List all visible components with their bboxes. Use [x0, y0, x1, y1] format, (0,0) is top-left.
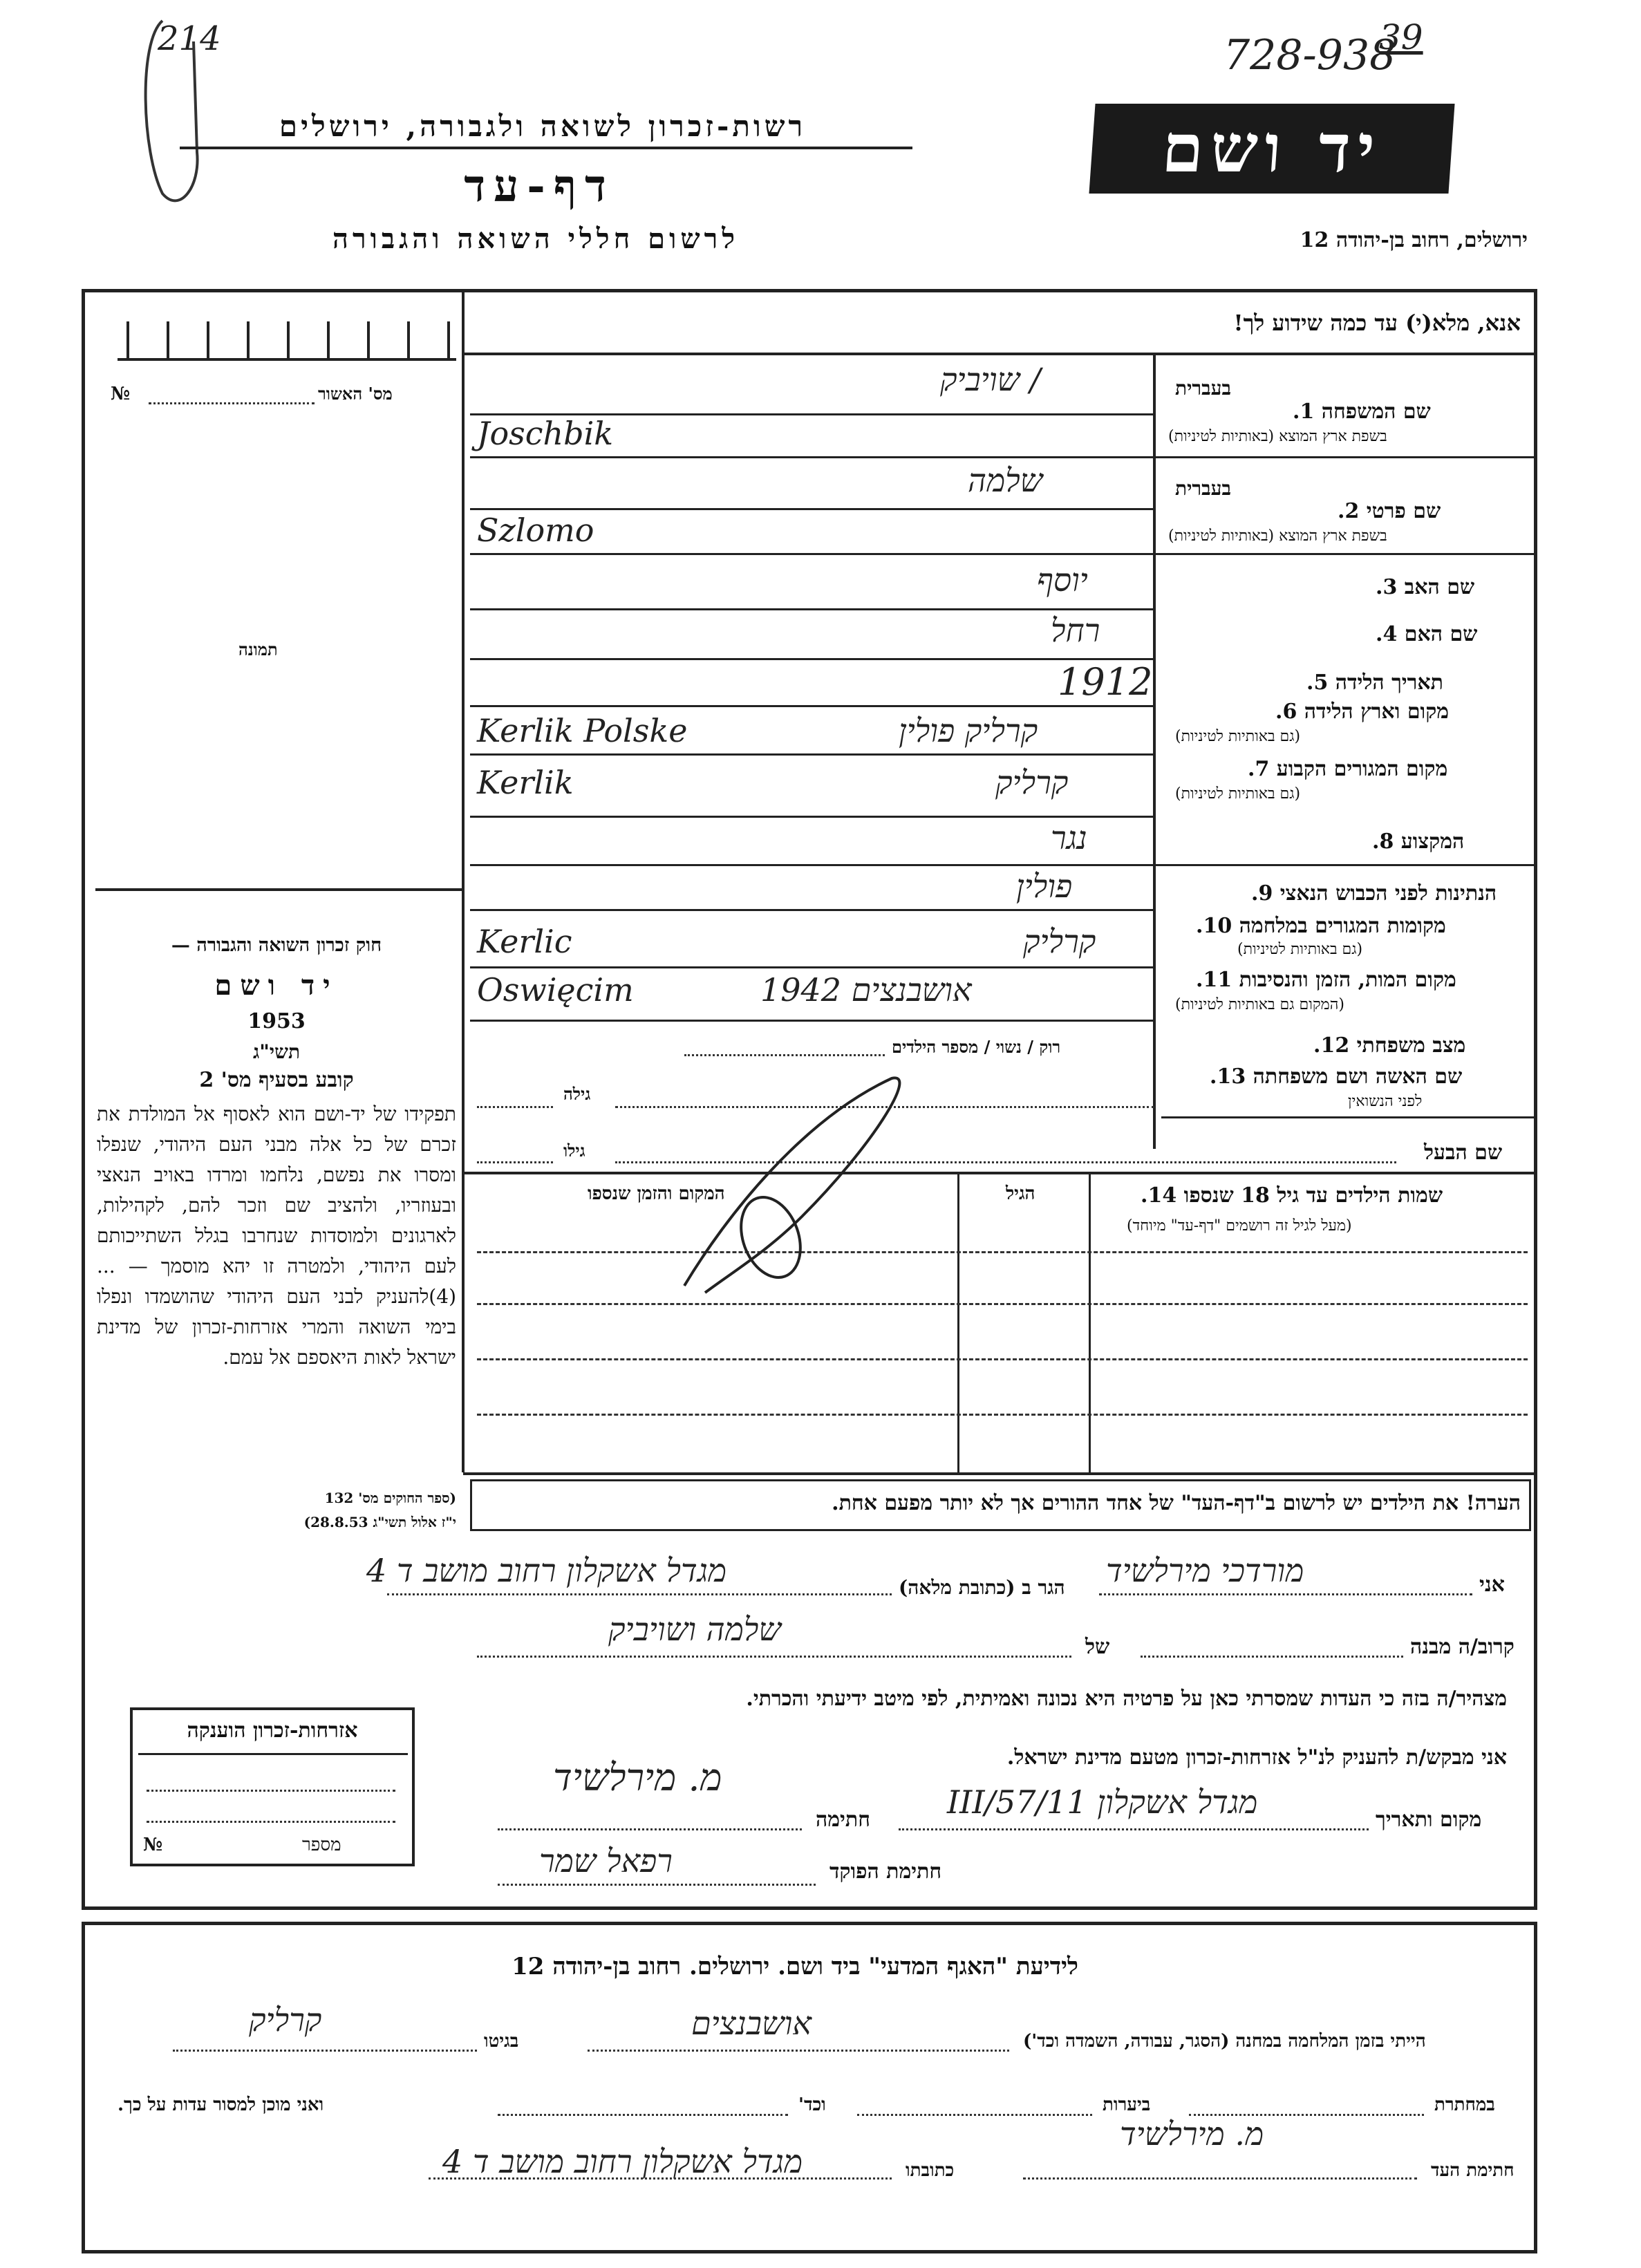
death-place-hebrew[interactable]: אושבנצים 1942: [760, 971, 972, 1009]
camp-value[interactable]: אושבנצים: [691, 2005, 812, 2042]
birth-place-latin[interactable]: Kerlik Polske: [477, 712, 688, 749]
ghetto-label: בגיטו: [484, 2031, 519, 2052]
marital-status-field[interactable]: [684, 1054, 885, 1056]
residing-value[interactable]: מגדל אשקלון רחוב מושב ד 4: [366, 1552, 727, 1589]
photo-bottom-line: [95, 888, 462, 891]
row-14-top: [463, 1172, 1536, 1174]
officer-value[interactable]: רפאל שמר: [539, 1842, 673, 1880]
father-name-value[interactable]: יוסף: [1037, 561, 1088, 599]
in-hebrew-label-2: בעברית: [1175, 477, 1232, 500]
ghetto-value[interactable]: קרליק: [249, 2001, 322, 2039]
declarant-name-line: [1099, 1593, 1472, 1595]
law-title: חוק זכרון השואה והגבורה —: [171, 935, 382, 956]
wife-age-label: גילה: [563, 1084, 591, 1104]
wife-name-label: שם האשה ושם משפחתה 13.: [1210, 1065, 1463, 1089]
death-place-label: מקום המות, הזמן והנסיבות 11.: [1196, 968, 1456, 992]
law-clause: קובע בסעיף מס' 2: [199, 1068, 354, 1092]
first-name-hebrew[interactable]: שלמה: [968, 462, 1043, 499]
children-bottom: [463, 1472, 1536, 1475]
marital-status-label: מצב משפחתי 12.: [1313, 1033, 1466, 1058]
corner-note: 214: [158, 19, 221, 58]
etc-line[interactable]: [498, 2114, 788, 2116]
signature-value[interactable]: מ. מירלשיד: [553, 1756, 722, 1799]
law-name: יד ושם: [214, 969, 339, 1002]
tick-row: [118, 315, 456, 363]
address-value[interactable]: מגדל אשקלון רחוב מושב ד 4: [442, 2143, 803, 2180]
row-1-bottom: [470, 456, 1535, 458]
authority-underline: [180, 147, 912, 149]
logo: [1089, 104, 1454, 194]
address-line: [429, 2177, 892, 2180]
forests-line[interactable]: [857, 2114, 1092, 2116]
citizenship-box-title: אזרחות-זכרון הוענקה: [187, 1718, 358, 1743]
children-row-4[interactable]: [477, 1414, 1528, 1416]
citizenship-no: №: [143, 1835, 163, 1855]
address-label: כתובתו: [906, 2160, 955, 2181]
certificate-no-field[interactable]: [149, 402, 315, 404]
first-name-latin[interactable]: Szlomo: [477, 512, 594, 549]
left-panel-divider: [462, 290, 465, 1472]
form-title: דף-עד: [464, 160, 615, 212]
witness-sig-value[interactable]: מ. מירלשיד: [1120, 2115, 1264, 2153]
children-col-place: המקום והזמן שנספו: [588, 1183, 725, 1204]
children-label: שמות הילדים עד גיל 18 שנספו 14.: [1141, 1183, 1443, 1208]
witness-sig-line: [1023, 2177, 1417, 2180]
officer-line: [498, 1884, 816, 1886]
camp-line: [588, 2050, 1009, 2052]
labels-column-divider: [1153, 354, 1156, 1149]
first-name-sublabel: בשפת ארץ המוצא (באותיות לטיניות): [1168, 527, 1387, 545]
place-date-line: [899, 1828, 1369, 1830]
death-place-latin[interactable]: Oswięcim: [477, 971, 634, 1009]
row-9-bottom: [470, 909, 1154, 911]
row-2-mid: [470, 508, 1154, 510]
authority-title: רשות-זכרון לשואה ולגבורה, ירושלים: [279, 109, 807, 143]
law-ref-2: י"ז אלול תשי"ג 28.8.53): [303, 1514, 456, 1530]
law-year: 1953: [247, 1009, 306, 1033]
declarant-prefix: אני: [1479, 1573, 1505, 1597]
signature-label: חתימה: [816, 1808, 870, 1832]
children-col-divider-2: [957, 1173, 959, 1474]
birth-date-value[interactable]: 1912: [1058, 660, 1153, 704]
request-text: אני מבקש/ת להעניק לנ"ל אזרחות-זכרון מטעם מדינת ישראל.: [1006, 1745, 1507, 1770]
intro-underline: [463, 353, 1536, 355]
family-name-latin[interactable]: Joschbik: [477, 415, 614, 452]
form-subtitle: לרשום חללי השואה והגבורה: [332, 223, 740, 255]
row-4-bottom: [470, 658, 1154, 660]
officer-label: חתימת הפוקד: [829, 1859, 942, 1884]
of-line: [477, 1656, 1071, 1658]
forests-label: ביערות: [1103, 2094, 1151, 2115]
war-residence-label: מקומות המגורים במלחמה 10.: [1196, 914, 1446, 938]
row-7-bottom: [470, 816, 1154, 818]
profession-value[interactable]: נגר: [1051, 819, 1087, 856]
photo-label: תמונה: [238, 639, 278, 659]
war-residence-sublabel: (גם באותיות לטיניות): [1237, 941, 1363, 958]
children-col-divider-1: [1089, 1173, 1091, 1474]
citizenship-label: הנתינות לפני הכבוש הנאצי 9.: [1251, 881, 1497, 906]
reference-suffix: 39: [1379, 17, 1423, 57]
birth-place-label: מקום וארץ הלידה 6.: [1275, 700, 1450, 724]
ghetto-line: [173, 2050, 477, 2052]
header-address: ירושלים, רחוב בן-יהודה 12: [1300, 228, 1528, 252]
row-13-bottom: [1161, 1116, 1535, 1118]
law-year-heb: תשי"ג: [252, 1040, 301, 1063]
father-name-label: שם האב 3.: [1376, 575, 1475, 599]
children-row-3[interactable]: [477, 1358, 1528, 1360]
birth-place-hebrew[interactable]: קרליק פולין: [899, 712, 1038, 749]
citizenship-number-label: מספר: [302, 1835, 341, 1855]
law-ref-1: (ספר החוקים מס' 132: [324, 1490, 456, 1506]
mother-name-value[interactable]: רחל: [1051, 612, 1100, 649]
marital-status-options: רוק / נשוי / מספר הילדים: [892, 1037, 1061, 1057]
husband-age-label: גילו: [563, 1141, 585, 1161]
husband-name-label: שם הבעל: [1424, 1141, 1503, 1165]
underground-label: במחתרת: [1434, 2094, 1495, 2115]
family-name-hebrew[interactable]: / שויביק: [940, 361, 1041, 398]
children-row-1[interactable]: [477, 1251, 1528, 1253]
signature-line: [498, 1828, 802, 1830]
relative-label: קרוב/ה מבנה: [1410, 1635, 1515, 1659]
place-date-value[interactable]: מגדל אשקלון 11/III/57: [947, 1783, 1258, 1821]
family-name-label: שם המשפחה 1.: [1293, 400, 1431, 424]
residence-latin[interactable]: Kerlik: [477, 764, 574, 801]
ready-label: ואני מוכן למסור עדות על כך.: [118, 2094, 324, 2115]
witness-sig-label: חתימת העד: [1431, 2160, 1515, 2181]
row-2-bottom: [470, 553, 1535, 555]
children-sublabel: (מעל לגיל זה רושמים "דף-עד" מיוחד): [1127, 1217, 1352, 1235]
death-place-sublabel: (המקום גם באותיות לטיניות): [1175, 996, 1344, 1013]
row-11-bottom: [470, 1020, 1154, 1022]
wife-age-field[interactable]: [477, 1106, 553, 1108]
citizenship-value[interactable]: פולין: [1016, 868, 1073, 905]
etc-label: וכד': [798, 2094, 826, 2115]
place-date-label: מקום ותאריך: [1376, 1808, 1482, 1832]
citizenship-box-rule: [138, 1753, 408, 1755]
certificate-no-label: מס' האשור: [318, 384, 393, 404]
of-label: של: [1085, 1635, 1110, 1659]
profession-label: המקצוע 8.: [1372, 830, 1465, 854]
family-name-sublabel: בשפת ארץ המוצא (באותיות לטיניות): [1168, 428, 1387, 445]
row-8-bottom: [470, 864, 1535, 866]
camp-label: הייתי בזמן המלחמה במחנה (הסגר, עבודה, השמדה וכד'): [1023, 2031, 1426, 2052]
certificate-no-suffix: №: [111, 384, 131, 404]
citizenship-line-1[interactable]: [147, 1790, 395, 1792]
logo-text: יד ושם: [1159, 109, 1385, 187]
children-row-2[interactable]: [477, 1303, 1528, 1305]
wife-name-sublabel: לפני הנשואין: [1348, 1093, 1423, 1110]
note-text: הערה! את הילדים יש לרשום ב"דף-העד" של אחד ההורים אך לא יותר מפעם אחת.: [832, 1491, 1521, 1515]
citizenship-line-2[interactable]: [147, 1821, 395, 1823]
war-residence-hebrew[interactable]: קרליק: [1023, 923, 1096, 960]
residence-label: מקום המגורים הקבוע 7.: [1248, 757, 1448, 781]
birth-date-label: תאריך הלידה 5.: [1306, 671, 1443, 695]
row-5-bottom: [470, 705, 1154, 707]
first-name-label: שם פרטי 2.: [1338, 499, 1441, 523]
of-value[interactable]: שלמה ושויביק: [608, 1611, 781, 1648]
declaration-text: מצהיר/ה בזה כי העדות שמסרתי כאן על פרטיה היא נכונה ואמיתית, לפי מיטב ידיעתי והכרתי.: [746, 1687, 1507, 1711]
birth-place-sublabel: (גם באותיות לטיניות): [1175, 728, 1301, 745]
footer-title: לידיעת "האגף המדעי" ביד ושם. ירושלים. רחוב בן-יהודה 12: [512, 1953, 1078, 1980]
husband-age-field[interactable]: [477, 1161, 553, 1163]
reference-number: 728-938: [1223, 31, 1396, 79]
law-text: תפקידו של יד-ושם הוא לאסוף אל המולדת את זכרם של כל אלה מבני העם היהודי, שנפלו ומסרו את נפשם, נלחמו ומרדו באויב הנאצי ובעוזריו, ולהציב שם וזכר להם, לקהילות, לארגונים ולמוסדות שנחרבו בגלל השתייכותם לעם היהודי, ולמטרה זו יהא מוסמך — ...(4)להעניק לבני העם היהודי שהושמדו ונפלו בימי השואה והמרי אזרחות-זכרון של מדינת ישראל לאות היאספם אל עמם.: [97, 1103, 456, 1369]
row-10-bottom: [470, 966, 1154, 968]
relative-line: [1141, 1656, 1403, 1658]
children-col-age: הגיל: [1006, 1183, 1035, 1204]
citizenship-box: [130, 1707, 415, 1866]
form-intro: אנא, מלא(י) עד כמה שידוע לך!: [1233, 310, 1521, 336]
mother-name-label: שם האם 4.: [1376, 622, 1478, 646]
residence-sublabel: (גם באותיות לטיניות): [1175, 785, 1301, 803]
war-residence-latin[interactable]: Kerlic: [477, 923, 572, 960]
in-hebrew-label-1: בעברית: [1175, 377, 1232, 400]
declarant-name[interactable]: מורדכי מירלשיד: [1106, 1552, 1304, 1589]
residing-line: [387, 1593, 892, 1595]
residence-hebrew[interactable]: קרליק: [995, 764, 1069, 801]
row-3-bottom: [470, 608, 1154, 610]
row-6-bottom: [470, 753, 1154, 756]
residing-label: הגר ב (כתובת מלאה): [899, 1576, 1065, 1599]
signature-scribble: [664, 1065, 926, 1300]
